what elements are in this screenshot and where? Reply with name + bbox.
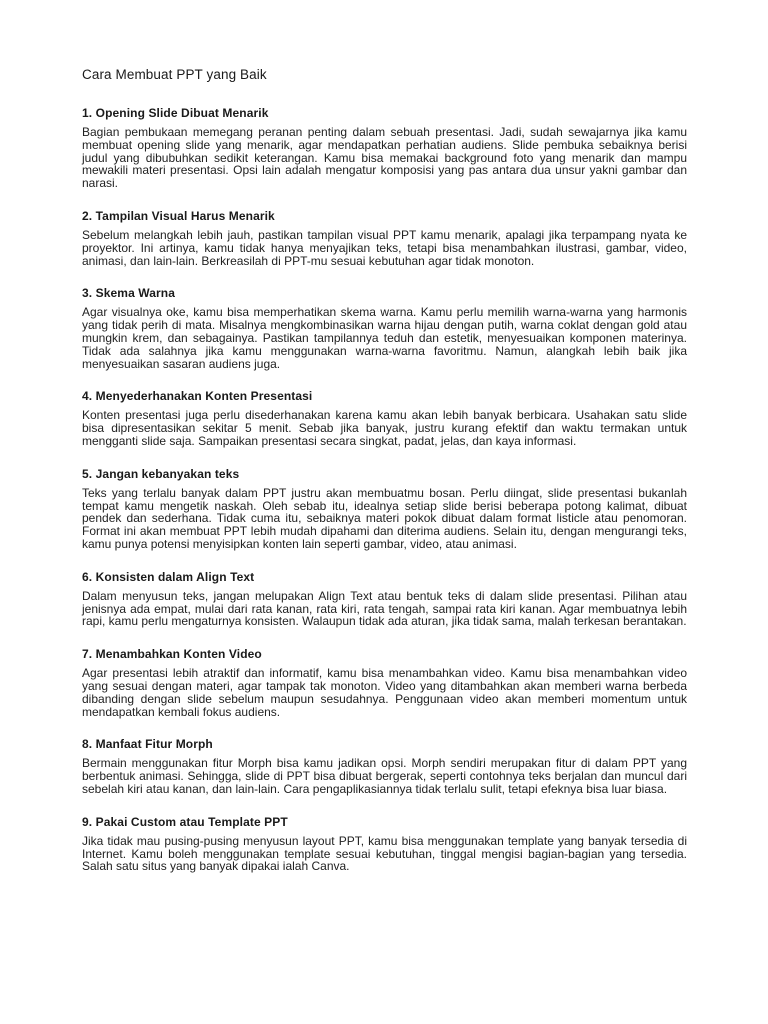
- section-1: [82, 105, 687, 190]
- section-body: Bagian pembukaan memegang peranan penting dalam sebuah presentasi. Jadi, sudah sewajarnya jika kamu membuat opening slide yang menarik, agar mendapatkan perhatian audiens. Slide pembuka sebaiknya berisi judul yang dibubuhkan sedikit keterangan. Kamu bisa memakai background foto yang menarik dan mampu mewakili materi presentasi. Opsi lain adalah mengatur komposisi yang pas antara dua unsur yakni gambar dan narasi.: [82, 125, 687, 191]
- section-heading: 5. Jangan kebanyakan teks: [82, 466, 240, 481]
- section-body: Agar presentasi lebih atraktif dan informatif, kamu bisa menambahkan video. Kamu bisa menambahkan video yang sesuai dengan materi, agar tampak tak monoton. Video yang ditambahkan akan memberi warna berbeda dibanding dengan slide sebelum maupun sesudahnya. Penggunaan video akan memberi momentum untuk mendapatkan kembali fokus audiens.: [82, 666, 687, 719]
- section-body: Sebelum melangkah lebih jauh, pastikan tampilan visual PPT kamu menarik, apalagi jika terpampang nyata ke proyektor. Ini artinya, kamu tidak hanya menyajikan teks, tetapi bisa menambahkan ilustrasi, gambar, video, animasi, dan lain-lain. Berkreasilah di PPT-mu sesuai kebutuhan agar tidak monoton.: [82, 227, 687, 268]
- section-7: [82, 646, 687, 718]
- section-body: Teks yang terlalu banyak dalam PPT justru akan membuatmu bosan. Perlu diingat, slide presentasi bukanlah tempat kamu mengetik naskah. Oleh sebab itu, idealnya setiap slide berisi beberapa potong kalimat, dibuat pendek dan sederhana. Tidak cuma itu, sebaiknya materi pokok dibuat dalam format listicle atau penomoran. Format ini akan membuat PPT lebih mudah dipahami dan diterima audiens. Selain itu, dengan mengurangi teks, kamu punya potensi menyisipkan konten lain seperti gambar, video, atau animasi.: [82, 485, 687, 551]
- section-heading: 3. Skema Warna: [82, 286, 175, 301]
- section-8: [82, 736, 687, 795]
- section-heading: 2. Tampilan Visual Harus Menarik: [82, 208, 275, 223]
- section-5: [82, 466, 687, 551]
- section-body: Jika tidak mau pusing-pusing menyusun layout PPT, kamu bisa menggunakan template yang banyak tersedia di Internet. Kamu boleh menggunakan template sesuai kebutuhan, tinggal mengisi bagian-bagian yang tersedia. Salah satu situs yang banyak dipakai ialah Canva.: [82, 833, 687, 874]
- section-2: [82, 208, 687, 267]
- section-heading: 8. Manfaat Fitur Morph: [82, 737, 213, 752]
- section-3: [82, 285, 687, 370]
- section-heading: 6. Konsisten dalam Align Text: [82, 569, 255, 584]
- section-body: Bermain menggunakan fitur Morph bisa kamu jadikan opsi. Morph sendiri merupakan fitur di dalam PPT yang berbentuk animasi. Sehingga, slide di PPT bisa dibuat bergerak, seperti contohnya teks berjalan dan muncul dari sebelah kiri atau kanan, dan lain-lain. Cara pengaplikasiannya tidak terlalu sulit, tetapi efeknya bisa luar biasa.: [82, 756, 687, 796]
- document-page: [82, 66, 687, 891]
- section-heading: 4. Menyederhanakan Konten Presentasi: [82, 389, 313, 404]
- section-heading: 7. Menambahkan Konten Video: [82, 647, 262, 662]
- document-title: Cara Membuat PPT yang Baik: [82, 67, 267, 82]
- section-body: Konten presentasi juga perlu disederhanakan karena kamu akan lebih banyak berbicara. Usahakan satu slide bisa dipresentasikan sekitar 5 menit. Sebab jika banyak, justru kurang efektif dan waktu termakan untuk mengganti slide saja. Sampaikan presentasi secara singkat, padat, jelas, dan kaya informasi.: [82, 408, 687, 448]
- section-6: [82, 569, 687, 628]
- section-heading: 9. Pakai Custom atau Template PPT: [82, 814, 288, 829]
- section-body: Dalam menyusun teks, jangan melupakan Align Text atau bentuk teks di dalam slide presentasi. Pilihan atau jenisnya ada empat, mulai dari rata kanan, rata kiri, rata tengah, sampai rata kiri kanan. Agar membuatnya lebih rapi, kamu perlu mengaturnya konsisten. Walaupun tidak ada aturan, jika tidak sama, malah terkesan berantakan.: [82, 588, 687, 629]
- section-body: Agar visualnya oke, kamu bisa memperhatikan skema warna. Kamu perlu memilih warna-warna yang harmonis yang tidak perih di mata. Misalnya mengkombinasikan warna hijau dengan putih, warna coklat dengan gold atau mungkin krem, dan sebagainya. Pastikan tampilannya teduh dan estetik, menyesuaikan komponen materinya. Tidak ada salahnya jika kamu menggunakan warna-warna favoritmu. Namun, alangkah lebih baik jika menyesuaikan sasaran audiens juga.: [82, 305, 687, 371]
- section-9: [82, 814, 687, 873]
- section-4: [82, 388, 687, 447]
- section-heading: 1. Opening Slide Dibuat Menarik: [82, 106, 269, 120]
